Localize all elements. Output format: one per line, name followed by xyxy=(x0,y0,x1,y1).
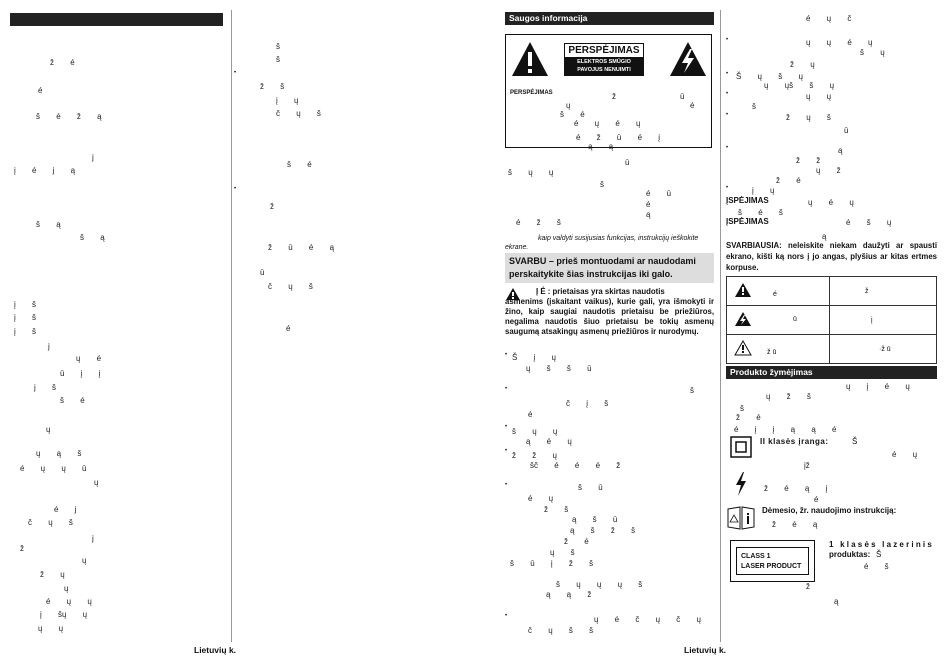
lightning-bolt-icon xyxy=(734,472,748,496)
text-fragment: ą š ū xyxy=(572,515,618,524)
left-column-divider xyxy=(231,10,232,642)
warning-label: PERSPĖJIMAS xyxy=(510,90,553,96)
text-fragment: ž š xyxy=(544,505,569,514)
text-fragment: ų xyxy=(46,425,51,434)
electric-hazard-icon xyxy=(734,311,752,327)
sym-left-1: é xyxy=(773,291,777,298)
sym-right-2: į xyxy=(871,316,873,324)
hazard-symbol-table xyxy=(726,276,937,364)
text-fragment: ų xyxy=(566,101,571,110)
text-fragment: š ą xyxy=(36,220,61,229)
text-fragment: š é ž ą xyxy=(36,112,102,121)
text-fragment: š xyxy=(276,42,280,51)
right-footer: Lietuvių k. xyxy=(684,645,727,655)
svarbiausia-paragraph: SVARBIAUSIA: neleiskite niekam daužyti ar spausti ekrano, kišti ką nors į jo angas, plyšius ar kitas ertmes korpuse. xyxy=(726,241,937,272)
warning-title: PERSPĖJIMAS xyxy=(568,45,640,56)
text-fragment: š xyxy=(752,102,756,111)
text-fragment: ų į é ų xyxy=(846,382,910,391)
bullet-mark: • xyxy=(726,91,729,97)
ispejimas-paragraph: asmenims (įskaitant vaikus), kurie gali, yra išmokyti ir žino, kaip saugiai naudotis prietaisu be priežiūros, negalima naudotis šiuo prietaisu be tokių asmenų saugumą atsakingų asmenų priežiūros ir nurodymų. xyxy=(505,297,714,336)
text-fragment: ą xyxy=(834,597,839,606)
functions-note: kaip valdyti susijusias funkcijas, instrukcijų ieškokite xyxy=(538,235,699,242)
text-fragment: ų é ų xyxy=(808,198,854,207)
table-cell xyxy=(830,277,937,306)
text-fragment: į é j ą xyxy=(14,166,76,175)
text-fragment: ž š xyxy=(260,82,285,91)
text-fragment: é j xyxy=(54,505,77,514)
text-fragment: é ų xyxy=(892,450,918,459)
bullet-mark: • xyxy=(726,112,729,118)
text-fragment: é ū xyxy=(646,189,672,198)
ispejimas-lead: Į É : prietaisas yra skirtas naudotis xyxy=(536,287,665,296)
text-fragment: é xyxy=(286,324,291,333)
text-fragment: ą ą xyxy=(588,142,614,151)
text-fragment: é xyxy=(690,101,695,110)
table-row xyxy=(727,335,937,364)
laser-label-inner xyxy=(736,547,809,575)
functions-note-end: ekrane. xyxy=(505,244,529,251)
text-fragment: č ų š xyxy=(276,109,321,118)
text-fragment: š ų ų xyxy=(508,168,554,177)
text-fragment: ž xyxy=(806,582,810,591)
saugos-header: Saugos informacija xyxy=(505,12,714,25)
text-fragment: é xyxy=(814,495,819,504)
text-fragment: ž ž ų xyxy=(512,451,557,460)
class2-label: II klasės įranga: xyxy=(760,437,829,446)
text-fragment: ū xyxy=(625,158,630,167)
table-cell xyxy=(830,306,937,335)
text-fragment: ų xyxy=(64,584,69,593)
warning-subtitle: ELEKTROS SMŪGIO PAVOJUS NENUIMTI xyxy=(565,57,643,75)
bullet-mark: • xyxy=(234,70,237,76)
text-fragment: ą š ž š xyxy=(570,526,636,535)
text-fragment: š xyxy=(690,386,694,395)
text-fragment: é ž ū é į xyxy=(576,133,661,142)
text-fragment: j xyxy=(92,153,94,162)
bullet-mark: • xyxy=(726,71,729,77)
text-fragment: įž xyxy=(804,461,810,470)
class2-tail: Š xyxy=(852,437,858,446)
text-fragment: ž ū é ą xyxy=(268,243,335,252)
bullet-mark: • xyxy=(505,424,508,430)
text-fragment: ž ų xyxy=(40,570,65,579)
text-fragment: š é xyxy=(60,396,85,405)
text-fragment: ų é xyxy=(76,354,102,363)
text-fragment: ž ų xyxy=(790,60,815,69)
text-fragment: ų š xyxy=(550,548,575,557)
text-fragment: ž xyxy=(20,544,24,553)
electric-shock-warning-box xyxy=(505,34,712,148)
attention-label: Dėmesio, žr. naudojimo instrukciją: xyxy=(762,506,897,515)
bullet-mark: • xyxy=(726,145,729,151)
text-fragment: ą xyxy=(646,210,651,219)
text-fragment: š ą xyxy=(80,233,105,242)
laser-label-2: produktas: xyxy=(829,550,871,559)
text-fragment: į ų xyxy=(752,186,775,195)
text-fragment: į šų ų xyxy=(40,610,88,619)
text-fragment: ū xyxy=(260,268,265,277)
text-fragment: į š xyxy=(14,313,36,322)
text-fragment: č ų š xyxy=(28,518,73,527)
text-fragment: š xyxy=(740,404,744,413)
text-fragment: ž é ą xyxy=(772,520,818,529)
warning-title-box xyxy=(564,43,644,76)
text-fragment: ū xyxy=(844,126,849,135)
text-fragment: ž ų š xyxy=(786,113,831,122)
text-fragment: šč é é é ž xyxy=(530,461,621,470)
bullet-mark: • xyxy=(726,185,729,191)
table-row xyxy=(727,306,937,335)
text-fragment: š é xyxy=(560,110,585,119)
bullet-mark: • xyxy=(505,613,508,619)
text-fragment: ų xyxy=(94,478,99,487)
text-fragment: š xyxy=(276,55,280,64)
text-fragment: ž é xyxy=(736,413,761,422)
produkto-header: Produkto žymėjimas xyxy=(726,366,937,379)
text-fragment: ų ž xyxy=(816,166,841,175)
bullet-mark: • xyxy=(505,448,508,454)
text-fragment: ų ž š xyxy=(766,392,811,401)
text-fragment: ž é xyxy=(50,58,75,67)
text-fragment: š ų ų ų š xyxy=(556,580,643,589)
text-fragment: é xyxy=(38,86,43,95)
text-fragment: į š xyxy=(14,327,36,336)
text-fragment: į ų xyxy=(276,96,299,105)
text-fragment: ų š š ū xyxy=(526,364,592,373)
outline-warning-icon xyxy=(734,340,752,356)
text-fragment: é xyxy=(646,200,651,209)
text-fragment: é š xyxy=(864,562,889,571)
text-fragment: ų ų xyxy=(38,624,64,633)
bullet-mark: • xyxy=(726,37,729,43)
sym-right-1: ž xyxy=(865,287,869,295)
lightning-triangle-icon xyxy=(668,40,708,78)
warning-triangle-icon xyxy=(734,282,752,298)
text-fragment: č į š xyxy=(566,399,609,408)
text-fragment: j xyxy=(92,534,94,543)
text-fragment: Š ų š ų xyxy=(736,72,803,81)
text-fragment: é ų č xyxy=(806,14,852,23)
text-fragment: š é š xyxy=(738,208,783,217)
text-fragment: č ų š xyxy=(268,282,313,291)
text-fragment: ą xyxy=(822,232,827,241)
text-fragment: ž é xyxy=(776,176,801,185)
text-fragment: é ž š xyxy=(516,218,561,227)
left-section-header xyxy=(10,13,223,26)
text-fragment: é į į ą ą é xyxy=(734,425,837,434)
text-fragment: é ų ų xyxy=(46,597,92,606)
bullet-mark: • xyxy=(505,482,508,488)
sym-left-3: ž ū xyxy=(767,349,777,356)
text-fragment: č ų š š xyxy=(528,626,594,635)
text-fragment: š ū xyxy=(578,483,603,492)
table-row xyxy=(727,277,937,306)
text-fragment: ų é č ų č ų xyxy=(594,615,701,624)
text-fragment: į š xyxy=(14,300,36,309)
text-fragment: ž xyxy=(612,92,616,101)
text-fragment: Š į ų xyxy=(512,353,557,362)
text-fragment: ų xyxy=(82,556,87,565)
text-fragment: é š ų xyxy=(846,218,892,227)
table-cell xyxy=(830,335,937,364)
text-fragment: š é xyxy=(287,160,312,169)
text-fragment: é ų xyxy=(528,494,554,503)
class-ii-double-square-icon xyxy=(730,436,752,458)
exclamation-triangle-icon xyxy=(510,40,550,78)
svarbu-notice: SVARBU – prieš montuodami ar naudodami perskaitykite šias instrukcijas iki galo. xyxy=(505,253,714,283)
left-footer: Lietuvių k. xyxy=(194,645,237,655)
text-fragment: ų ų é ų xyxy=(806,38,873,47)
text-fragment: š ų ų xyxy=(512,427,558,436)
sym-right-3: ·ž ū xyxy=(879,345,891,353)
text-fragment: ž xyxy=(270,202,274,211)
text-fragment: ą é ų xyxy=(526,437,572,446)
text-fragment: ą xyxy=(838,146,843,155)
laser-label-tail: Š xyxy=(876,550,882,559)
ispejimas-label-1: ĮSPĖJIMAS xyxy=(726,196,769,205)
text-fragment: ž é ą į xyxy=(764,484,828,493)
ispejimas-label-2: ĮSPĖJIMAS xyxy=(726,217,769,226)
bullet-mark: • xyxy=(505,386,508,392)
text-fragment: š ų xyxy=(860,48,885,57)
laser-label-1: 1 klasės lazerinis xyxy=(829,540,934,549)
text-fragment: ž ž xyxy=(796,156,821,165)
text-fragment: j š xyxy=(34,383,56,392)
text-fragment: ū į į xyxy=(60,369,101,378)
text-fragment: ų ų xyxy=(806,92,832,101)
text-fragment: š ū į ž š xyxy=(510,559,594,568)
laser-box-line-1: CLASS 1 xyxy=(741,553,771,560)
sym-left-2: ū xyxy=(793,316,797,323)
manual-instruction-icon xyxy=(727,506,755,530)
text-fragment: ą ą ž xyxy=(546,590,592,599)
text-fragment: é ų é ų xyxy=(574,119,641,128)
table-cell xyxy=(727,306,830,335)
text-fragment: ų ą š xyxy=(36,449,82,458)
right-column-divider xyxy=(720,10,721,642)
laser-box-line-2: LASER PRODUCT xyxy=(741,563,802,570)
text-fragment: j xyxy=(48,342,50,351)
table-cell xyxy=(727,277,830,306)
text-fragment: š xyxy=(600,180,604,189)
text-fragment: ū xyxy=(680,92,685,101)
text-fragment: ž é xyxy=(564,537,589,546)
laser-product-label xyxy=(730,540,815,582)
text-fragment: é ų ų ū xyxy=(20,464,87,473)
bullet-mark: • xyxy=(234,186,237,192)
text-fragment: ų ųš š ų xyxy=(764,81,835,90)
text-fragment: é xyxy=(528,410,533,419)
bullet-mark: • xyxy=(505,352,508,358)
table-cell xyxy=(727,335,830,364)
